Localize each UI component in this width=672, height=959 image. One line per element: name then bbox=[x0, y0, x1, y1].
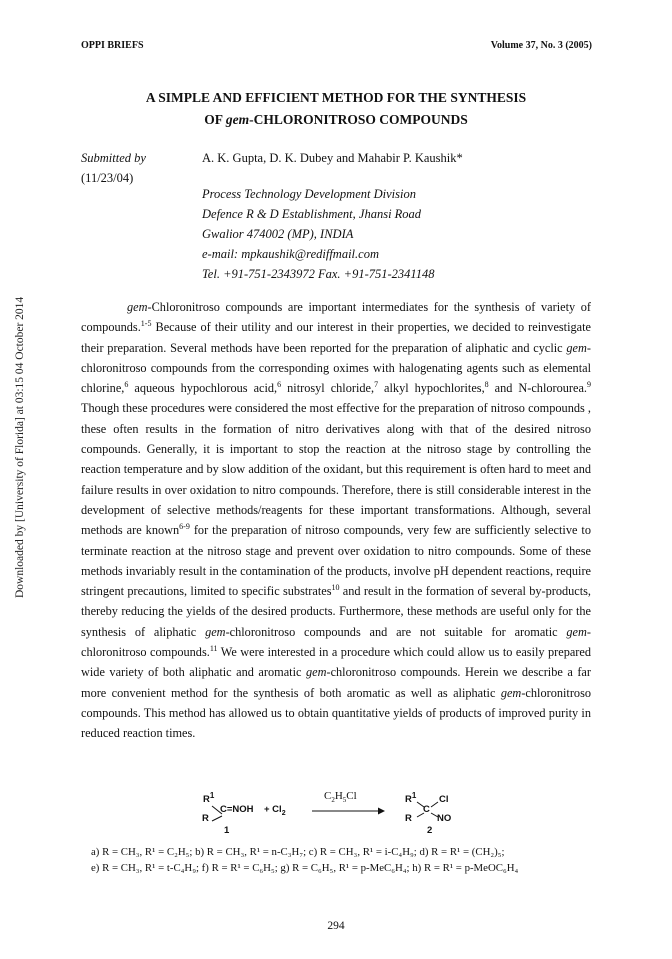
product-r: R bbox=[405, 813, 412, 824]
email-line: e-mail: mpkaushik@rediffmail.com bbox=[202, 247, 379, 261]
body-text bbox=[81, 297, 591, 744]
affiliation-line: Defence R & D Establishment, Jhansi Road bbox=[202, 207, 422, 221]
reactant-r: R bbox=[202, 813, 209, 824]
solvent-label: $C_2H_5Cl$ bbox=[324, 790, 357, 805]
running-header-left: OPPI BRIEFS bbox=[81, 40, 144, 51]
substituents-line2: e) R = CH₃, R¹ = t-C₄H₉; f) R = R¹ = C₆H₅; g) R = C₆H₅, R¹ = p-MeC₆H₄; h) R = R¹ = p-MeOC₆H₄ bbox=[91, 862, 519, 874]
phone-line: Tel. +91-751-2343972 Fax. +91-751-2341148 bbox=[202, 267, 435, 281]
compound-label-2: 2 bbox=[427, 825, 433, 836]
affiliation-line: Process Technology Development Division bbox=[202, 187, 416, 201]
paragraph: gem-Chloronitroso compounds are important intermediates for the synthesis of variety of compounds.$^{1-5}$ Because of their utility and our interest in their properties, we decided to reinvestigate their preparation. Several methods have been reported for the preparation of aliphatic and cyclic gem-chloronitroso compounds from the corresponding oximes with halogenating agents such as elemental chlorine,$^6$ aqueous hypochlorous acid,$^6$ nitrosyl chloride,$^7$ alkyl hypochlorites,$^8$ and N-chlorourea.$^9$ Though these procedures were considered the most effective for the preparation of nitroso compounds , these often results in the formation of nitro derivatives along with that of the desired nitroso compounds. Generally, it is important to stop the reaction at the nitroso stage by controlling the reaction temperature and by slow addition of the oxidant, but this requirement is often hard to meet and failure results in over oxidation to nitro compounds. Therefore, there is still considerable interest in the development of selective methods/reagents for these important transformations. Although, several methods are known$^{6-9}$ for the preparation of nitroso compounds, very few are sufficiently selective to terminate reaction at the nitroso stage and prevent over oxidation to nitro compounds. Some of these methods invariably result in the contamination of the products, involve pH dependent reactions, require stringent precautions, limited to specific substrates$^{10}$ and result in the formation of several by-products, thereby reducing the yields of the desired products. Furthermore, these methods are useful only for the synthesis of aliphatic gem-chloronitroso compounds and are not suitable for aromatic gem-chloronitroso compounds.$^{11}$ We were interested in a procedure which could allow us to easily prepared wide variety of both aliphatic and aromatic gem-chloronitroso compounds. Herein we describe a far more convenient method for the synthesis of both aromatic as well as aliphatic gem-chloronitroso compounds. This method has allowed us to obtain quantitative yields of products of improved purity in reduced reaction times. bbox=[81, 300, 592, 741]
article-title-line1: A SIMPLE AND EFFICIENT METHOD FOR THE SYNTHESIS bbox=[145, 90, 527, 105]
submitted-by-label: Submitted by bbox=[81, 151, 146, 165]
reaction-scheme bbox=[0, 790, 672, 880]
running-header-right: Volume 37, No. 3 (2005) bbox=[490, 40, 592, 51]
substituents-line1: a) R = CH₃, R¹ = C₂H₅; b) R = CH₃, R¹ = n-C₃H₇; c) R = CH₃, R¹ = i-C₄H₉; d) R = R¹ = (CH₂)₅; bbox=[91, 846, 505, 858]
product-cl: Cl bbox=[439, 794, 449, 805]
compound-label-1: 1 bbox=[224, 825, 230, 836]
submission-date: (11/23/04) bbox=[81, 171, 134, 185]
page-number: 294 bbox=[327, 920, 345, 932]
affiliation bbox=[202, 184, 434, 284]
reactant-oxime: C=NOH bbox=[220, 804, 254, 815]
product-r1: $R^1$ bbox=[405, 790, 417, 805]
product-no: NO bbox=[437, 813, 452, 824]
download-sidebar: Downloaded by [University of Florida] at 03:15 04 October 2014 bbox=[14, 296, 26, 598]
chlorine-reagent: + $Cl_2$ bbox=[264, 804, 286, 817]
affiliation-line: Gwalior 474002 (MP), INDIA bbox=[202, 227, 354, 241]
article-title-line2: OF gem-CHLORONITROSO COMPOUNDS bbox=[204, 112, 468, 127]
reaction-arrow-icon bbox=[312, 806, 386, 816]
reactant-r1: $R^1$ bbox=[203, 790, 215, 805]
authors: A. K. Gupta, D. K. Dubey and Mahabir P. Kaushik* bbox=[202, 151, 463, 165]
product-bonds bbox=[414, 799, 442, 821]
product-carbon: C bbox=[423, 804, 430, 815]
